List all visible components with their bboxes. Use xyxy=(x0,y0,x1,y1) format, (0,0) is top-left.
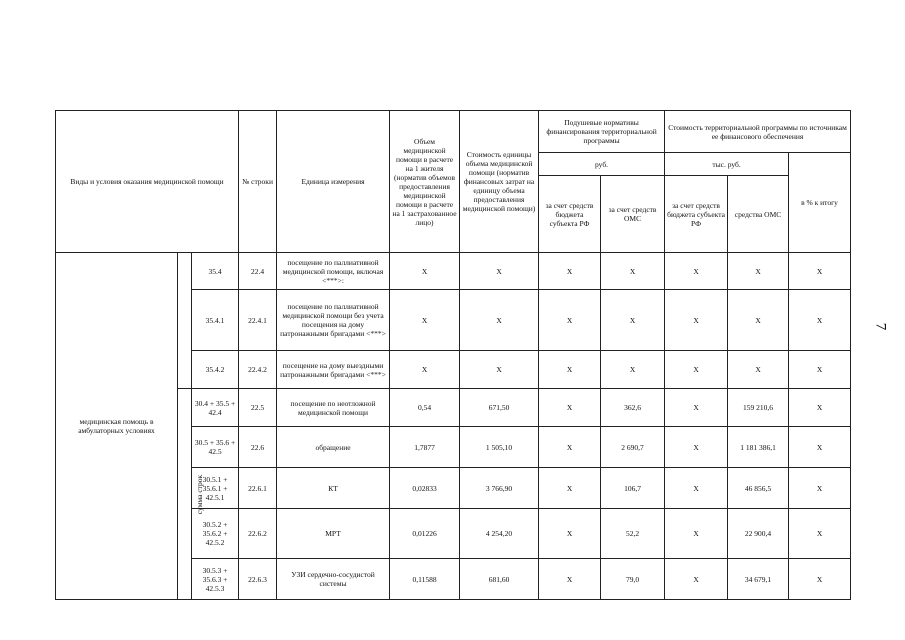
volume-cell: 0,01226 xyxy=(390,509,460,559)
pct-cell: X xyxy=(789,389,851,427)
pct-cell: X xyxy=(789,253,851,290)
cost-cell: X xyxy=(460,290,539,351)
unit-cell: обращение xyxy=(277,427,390,468)
tp-oms-cell: 34 679,1 xyxy=(728,559,789,600)
src-cell: 30.4 + 35.5 + 42.4 xyxy=(192,389,239,427)
header-thousand-rub: тыс. руб. xyxy=(665,153,789,176)
cost-cell: 681,60 xyxy=(460,559,539,600)
tp-oms-cell: 46 856,5 xyxy=(728,468,789,509)
src-cell: 35.4.1 xyxy=(192,290,239,351)
header-unit: Единица измерения xyxy=(277,111,390,253)
pc-oms-cell: 2 690,7 xyxy=(601,427,665,468)
line-cell: 22.4.1 xyxy=(239,290,277,351)
header-types: Виды и условия оказания медицинской помощи xyxy=(56,111,239,253)
pc-oms-cell: 362,6 xyxy=(601,389,665,427)
pct-cell: X xyxy=(789,559,851,600)
normatives-table xyxy=(55,110,851,600)
blank-cell xyxy=(178,253,192,389)
cost-cell: X xyxy=(460,253,539,290)
line-cell: 22.6.2 xyxy=(239,509,277,559)
sum-label: сумма строк xyxy=(178,389,192,600)
header-budget: за счет средств бюджета субъекта РФ xyxy=(539,176,601,253)
line-cell: 22.4 xyxy=(239,253,277,290)
volume-cell: X xyxy=(390,351,460,389)
pc-oms-cell: X xyxy=(601,253,665,290)
pct-cell: X xyxy=(789,427,851,468)
cost-cell: X xyxy=(460,351,539,389)
tp-oms-cell: X xyxy=(728,253,789,290)
tp-oms-cell: X xyxy=(728,290,789,351)
unit-cell: МРТ xyxy=(277,509,390,559)
pc-budget-cell: X xyxy=(539,427,601,468)
line-cell: 22.5 xyxy=(239,389,277,427)
table-row xyxy=(56,253,851,290)
tp-budget-cell: X xyxy=(665,351,728,389)
tp-budget-cell: X xyxy=(665,559,728,600)
header-program-cost: Стоимость территориальной программы по источникам ее финансового обеспечения xyxy=(665,111,851,153)
header-rub: руб. xyxy=(539,153,665,176)
header-cost: Стоимость единицы объема медицинской помощи (норматив финансовых затрат на единицу объема предоставления медицинской помощи) xyxy=(460,111,539,253)
unit-cell: посещение по паллиативной медицинской помощи без учета посещения на дому патронажными бригадами <***> xyxy=(277,290,390,351)
tp-budget-cell: X xyxy=(665,253,728,290)
pc-oms-cell: 52,2 xyxy=(601,509,665,559)
volume-cell: 1,7877 xyxy=(390,427,460,468)
header-per-capita: Подушевые нормативы финансирования территориальной программы xyxy=(539,111,665,153)
pct-cell: X xyxy=(789,351,851,389)
line-cell: 22.6 xyxy=(239,427,277,468)
volume-cell: X xyxy=(390,253,460,290)
volume-cell: 0,11588 xyxy=(390,559,460,600)
volume-cell: 0,02833 xyxy=(390,468,460,509)
unit-cell: КТ xyxy=(277,468,390,509)
pc-oms-cell: X xyxy=(601,290,665,351)
src-cell: 35.4 xyxy=(192,253,239,290)
pc-oms-cell: 79,0 xyxy=(601,559,665,600)
group-label: медицинская помощь в амбулаторных условиях xyxy=(56,253,178,600)
header-oms2: средства ОМС xyxy=(728,176,789,253)
header-percent: в % к итогу xyxy=(789,153,851,253)
tp-budget-cell: X xyxy=(665,427,728,468)
unit-cell: посещение по паллиативной медицинской помощи, включая <***>: xyxy=(277,253,390,290)
pc-oms-cell: 106,7 xyxy=(601,468,665,509)
pc-budget-cell: X xyxy=(539,290,601,351)
pc-budget-cell: X xyxy=(539,559,601,600)
cost-cell: 1 505,10 xyxy=(460,427,539,468)
cost-cell: 671,50 xyxy=(460,389,539,427)
cost-cell: 4 254,20 xyxy=(460,509,539,559)
pct-cell: X xyxy=(789,290,851,351)
pc-budget-cell: X xyxy=(539,253,601,290)
line-cell: 22.6.3 xyxy=(239,559,277,600)
tp-oms-cell: 22 900,4 xyxy=(728,509,789,559)
header-oms: за счет средств ОМС xyxy=(601,176,665,253)
src-cell: 30.5 + 35.6 + 42.5 xyxy=(192,427,239,468)
pc-budget-cell: X xyxy=(539,389,601,427)
page-number: 7 xyxy=(872,322,889,331)
tp-oms-cell: 1 181 386,1 xyxy=(728,427,789,468)
tp-budget-cell: X xyxy=(665,290,728,351)
tp-budget-cell: X xyxy=(665,468,728,509)
volume-cell: 0,54 xyxy=(390,389,460,427)
cost-cell: 3 766,90 xyxy=(460,468,539,509)
line-cell: 22.6.1 xyxy=(239,468,277,509)
src-cell: 30.5.3 + 35.6.3 + 42.5.3 xyxy=(192,559,239,600)
unit-cell: УЗИ сердечно-сосудистой системы xyxy=(277,559,390,600)
unit-cell: посещение на дому выездными патронажными бригадами <***> xyxy=(277,351,390,389)
pct-cell: X xyxy=(789,509,851,559)
pc-budget-cell: X xyxy=(539,468,601,509)
tp-oms-cell: 159 210,6 xyxy=(728,389,789,427)
pct-cell: X xyxy=(789,468,851,509)
pc-budget-cell: X xyxy=(539,351,601,389)
header-row-no: № строки xyxy=(239,111,277,253)
src-cell: 30.5.1 + 35.6.1 + 42.5.1 xyxy=(192,468,239,509)
line-cell: 22.4.2 xyxy=(239,351,277,389)
tp-budget-cell: X xyxy=(665,389,728,427)
src-cell: 30.5.2 + 35.6.2 + 42.5.2 xyxy=(192,509,239,559)
volume-cell: X xyxy=(390,290,460,351)
tp-budget-cell: X xyxy=(665,509,728,559)
tp-oms-cell: X xyxy=(728,351,789,389)
header-volume: Объем медицинской помощи в расчете на 1 жителя (норматив объемов предоставления медицинской помощи в расчете на 1 застрахованное лицо) xyxy=(390,111,460,253)
src-cell: 35.4.2 xyxy=(192,351,239,389)
unit-cell: посещение по неотложной медицинской помощи xyxy=(277,389,390,427)
header-budget2: за счет средств бюджета субъекта РФ xyxy=(665,176,728,253)
pc-oms-cell: X xyxy=(601,351,665,389)
pc-budget-cell: X xyxy=(539,509,601,559)
